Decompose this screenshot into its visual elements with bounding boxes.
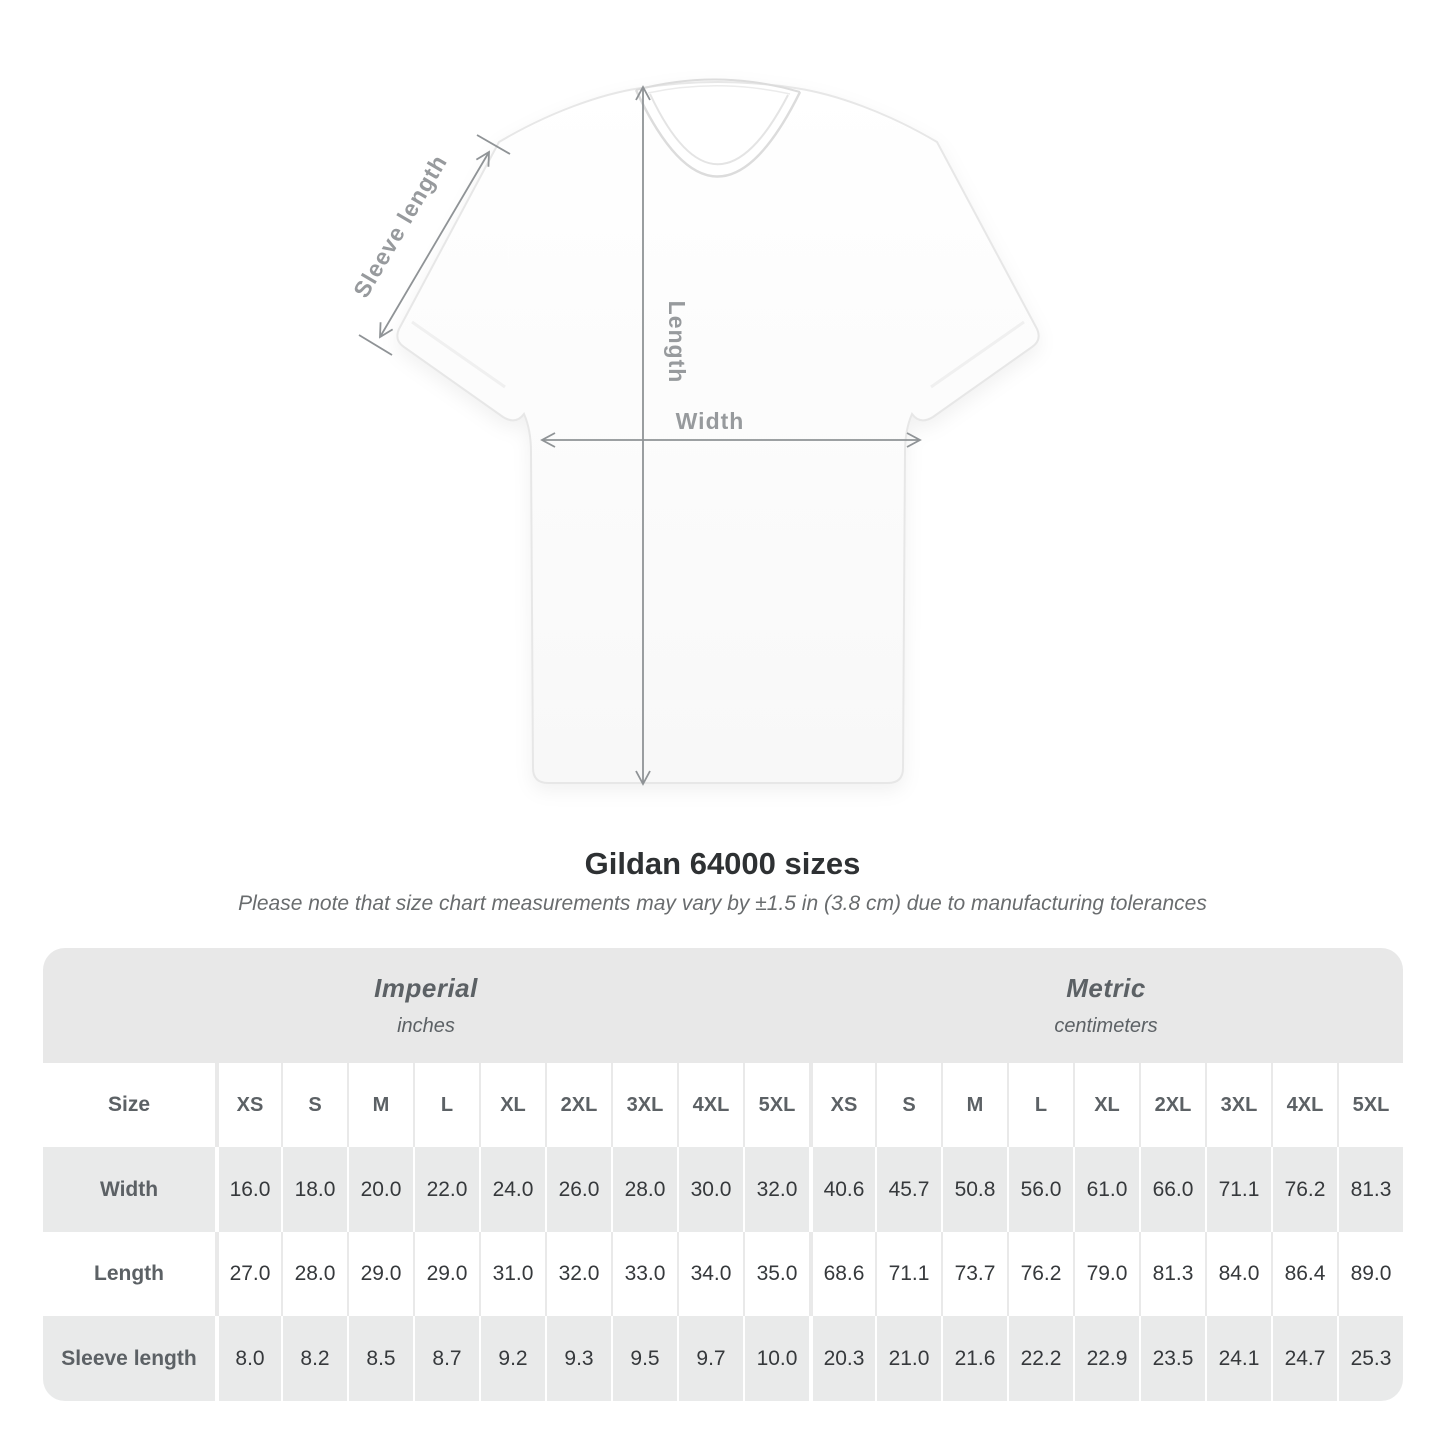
size-col-header: S — [281, 1063, 347, 1147]
table-cell: 26.0 — [545, 1147, 611, 1232]
row-label-length: Length — [43, 1232, 215, 1316]
tolerance-note: Please note that size chart measurements may vary by ±1.5 in (3.8 cm) due to manufacturing tolerances — [238, 892, 1207, 915]
table-cell: 24.0 — [479, 1147, 545, 1232]
table-cell: 71.1 — [1205, 1147, 1271, 1232]
metric-title: Metric — [1066, 973, 1146, 1003]
size-col-header: XL — [1073, 1063, 1139, 1147]
table-cell: 21.0 — [875, 1316, 941, 1401]
table-cell: 8.7 — [413, 1316, 479, 1401]
imperial-unit: inches — [397, 1015, 455, 1037]
table-cell: 61.0 — [1073, 1147, 1139, 1232]
table-cell: 21.6 — [941, 1316, 1007, 1401]
size-col-header: 5XL — [743, 1063, 809, 1147]
sleeve-length-label: Sleeve length — [347, 149, 453, 303]
size-col-header: L — [413, 1063, 479, 1147]
size-col-header: 4XL — [1271, 1063, 1337, 1147]
size-col-header: 4XL — [677, 1063, 743, 1147]
size-col-header: 5XL — [1337, 1063, 1403, 1147]
table-cell: 22.9 — [1073, 1316, 1139, 1401]
table-cell: 50.8 — [941, 1147, 1007, 1232]
table-cell: 81.3 — [1139, 1232, 1205, 1316]
table-cell: 56.0 — [1007, 1147, 1073, 1232]
table-cell: 34.0 — [677, 1232, 743, 1316]
size-col-header: XS — [809, 1063, 875, 1147]
table-cell: 71.1 — [875, 1232, 941, 1316]
table-cell: 24.1 — [1205, 1316, 1271, 1401]
table-cell: 9.7 — [677, 1316, 743, 1401]
table-cell: 18.0 — [281, 1147, 347, 1232]
table-cell: 33.0 — [611, 1232, 677, 1316]
metric-group-header — [809, 948, 1403, 1063]
table-cell: 27.0 — [215, 1232, 281, 1316]
table-cell: 89.0 — [1337, 1232, 1403, 1316]
table-cell: 31.0 — [479, 1232, 545, 1316]
table-cell: 35.0 — [743, 1232, 809, 1316]
table-cell: 10.0 — [743, 1316, 809, 1401]
table-cell: 73.7 — [941, 1232, 1007, 1316]
table-cell: 84.0 — [1205, 1232, 1271, 1316]
size-col-header: 2XL — [545, 1063, 611, 1147]
size-col-header: 2XL — [1139, 1063, 1205, 1147]
table-cell: 32.0 — [743, 1147, 809, 1232]
size-col-header: XS — [215, 1063, 281, 1147]
table-cell: 28.0 — [611, 1147, 677, 1232]
table-cell: 40.6 — [809, 1147, 875, 1232]
table-cell: 22.2 — [1007, 1316, 1073, 1401]
table-cell: 8.5 — [347, 1316, 413, 1401]
width-label: Width — [675, 408, 745, 434]
table-cell: 30.0 — [677, 1147, 743, 1232]
table-cell: 24.7 — [1271, 1316, 1337, 1401]
size-col-header: XL — [479, 1063, 545, 1147]
row-label-width: Width — [43, 1147, 215, 1232]
table-cell: 76.2 — [1007, 1232, 1073, 1316]
table-cell: 9.5 — [611, 1316, 677, 1401]
table-cell: 8.2 — [281, 1316, 347, 1401]
page-title: Gildan 64000 sizes — [584, 846, 861, 881]
table-cell: 76.2 — [1271, 1147, 1337, 1232]
size-col-header: S — [875, 1063, 941, 1147]
table-cell: 68.6 — [809, 1232, 875, 1316]
table-cell: 29.0 — [413, 1232, 479, 1316]
table-cell: 79.0 — [1073, 1232, 1139, 1316]
table-cell: 9.2 — [479, 1316, 545, 1401]
table-cell: 23.5 — [1139, 1316, 1205, 1401]
table-cell: 20.0 — [347, 1147, 413, 1232]
imperial-group-header — [43, 948, 809, 1063]
table-cell: 28.0 — [281, 1232, 347, 1316]
table-cell: 45.7 — [875, 1147, 941, 1232]
table-cell: 25.3 — [1337, 1316, 1403, 1401]
size-col-header: L — [1007, 1063, 1073, 1147]
metric-unit: centimeters — [1054, 1015, 1158, 1037]
size-col-header: 3XL — [1205, 1063, 1271, 1147]
table-cell: 32.0 — [545, 1232, 611, 1316]
imperial-title: Imperial — [374, 973, 478, 1003]
table-cell: 81.3 — [1337, 1147, 1403, 1232]
table-cell: 22.0 — [413, 1147, 479, 1232]
size-table — [43, 948, 1403, 1401]
size-col-header: M — [941, 1063, 1007, 1147]
size-col-header: M — [347, 1063, 413, 1147]
table-cell: 66.0 — [1139, 1147, 1205, 1232]
table-cell: 8.0 — [215, 1316, 281, 1401]
table-cell: 20.3 — [809, 1316, 875, 1401]
row-label-sleeve-length: Sleeve length — [43, 1316, 215, 1401]
length-label: Length — [664, 300, 690, 384]
size-row-header: Size — [43, 1063, 215, 1147]
table-cell: 86.4 — [1271, 1232, 1337, 1316]
size-col-header: 3XL — [611, 1063, 677, 1147]
table-cell: 9.3 — [545, 1316, 611, 1401]
table-cell: 29.0 — [347, 1232, 413, 1316]
table-cell: 16.0 — [215, 1147, 281, 1232]
